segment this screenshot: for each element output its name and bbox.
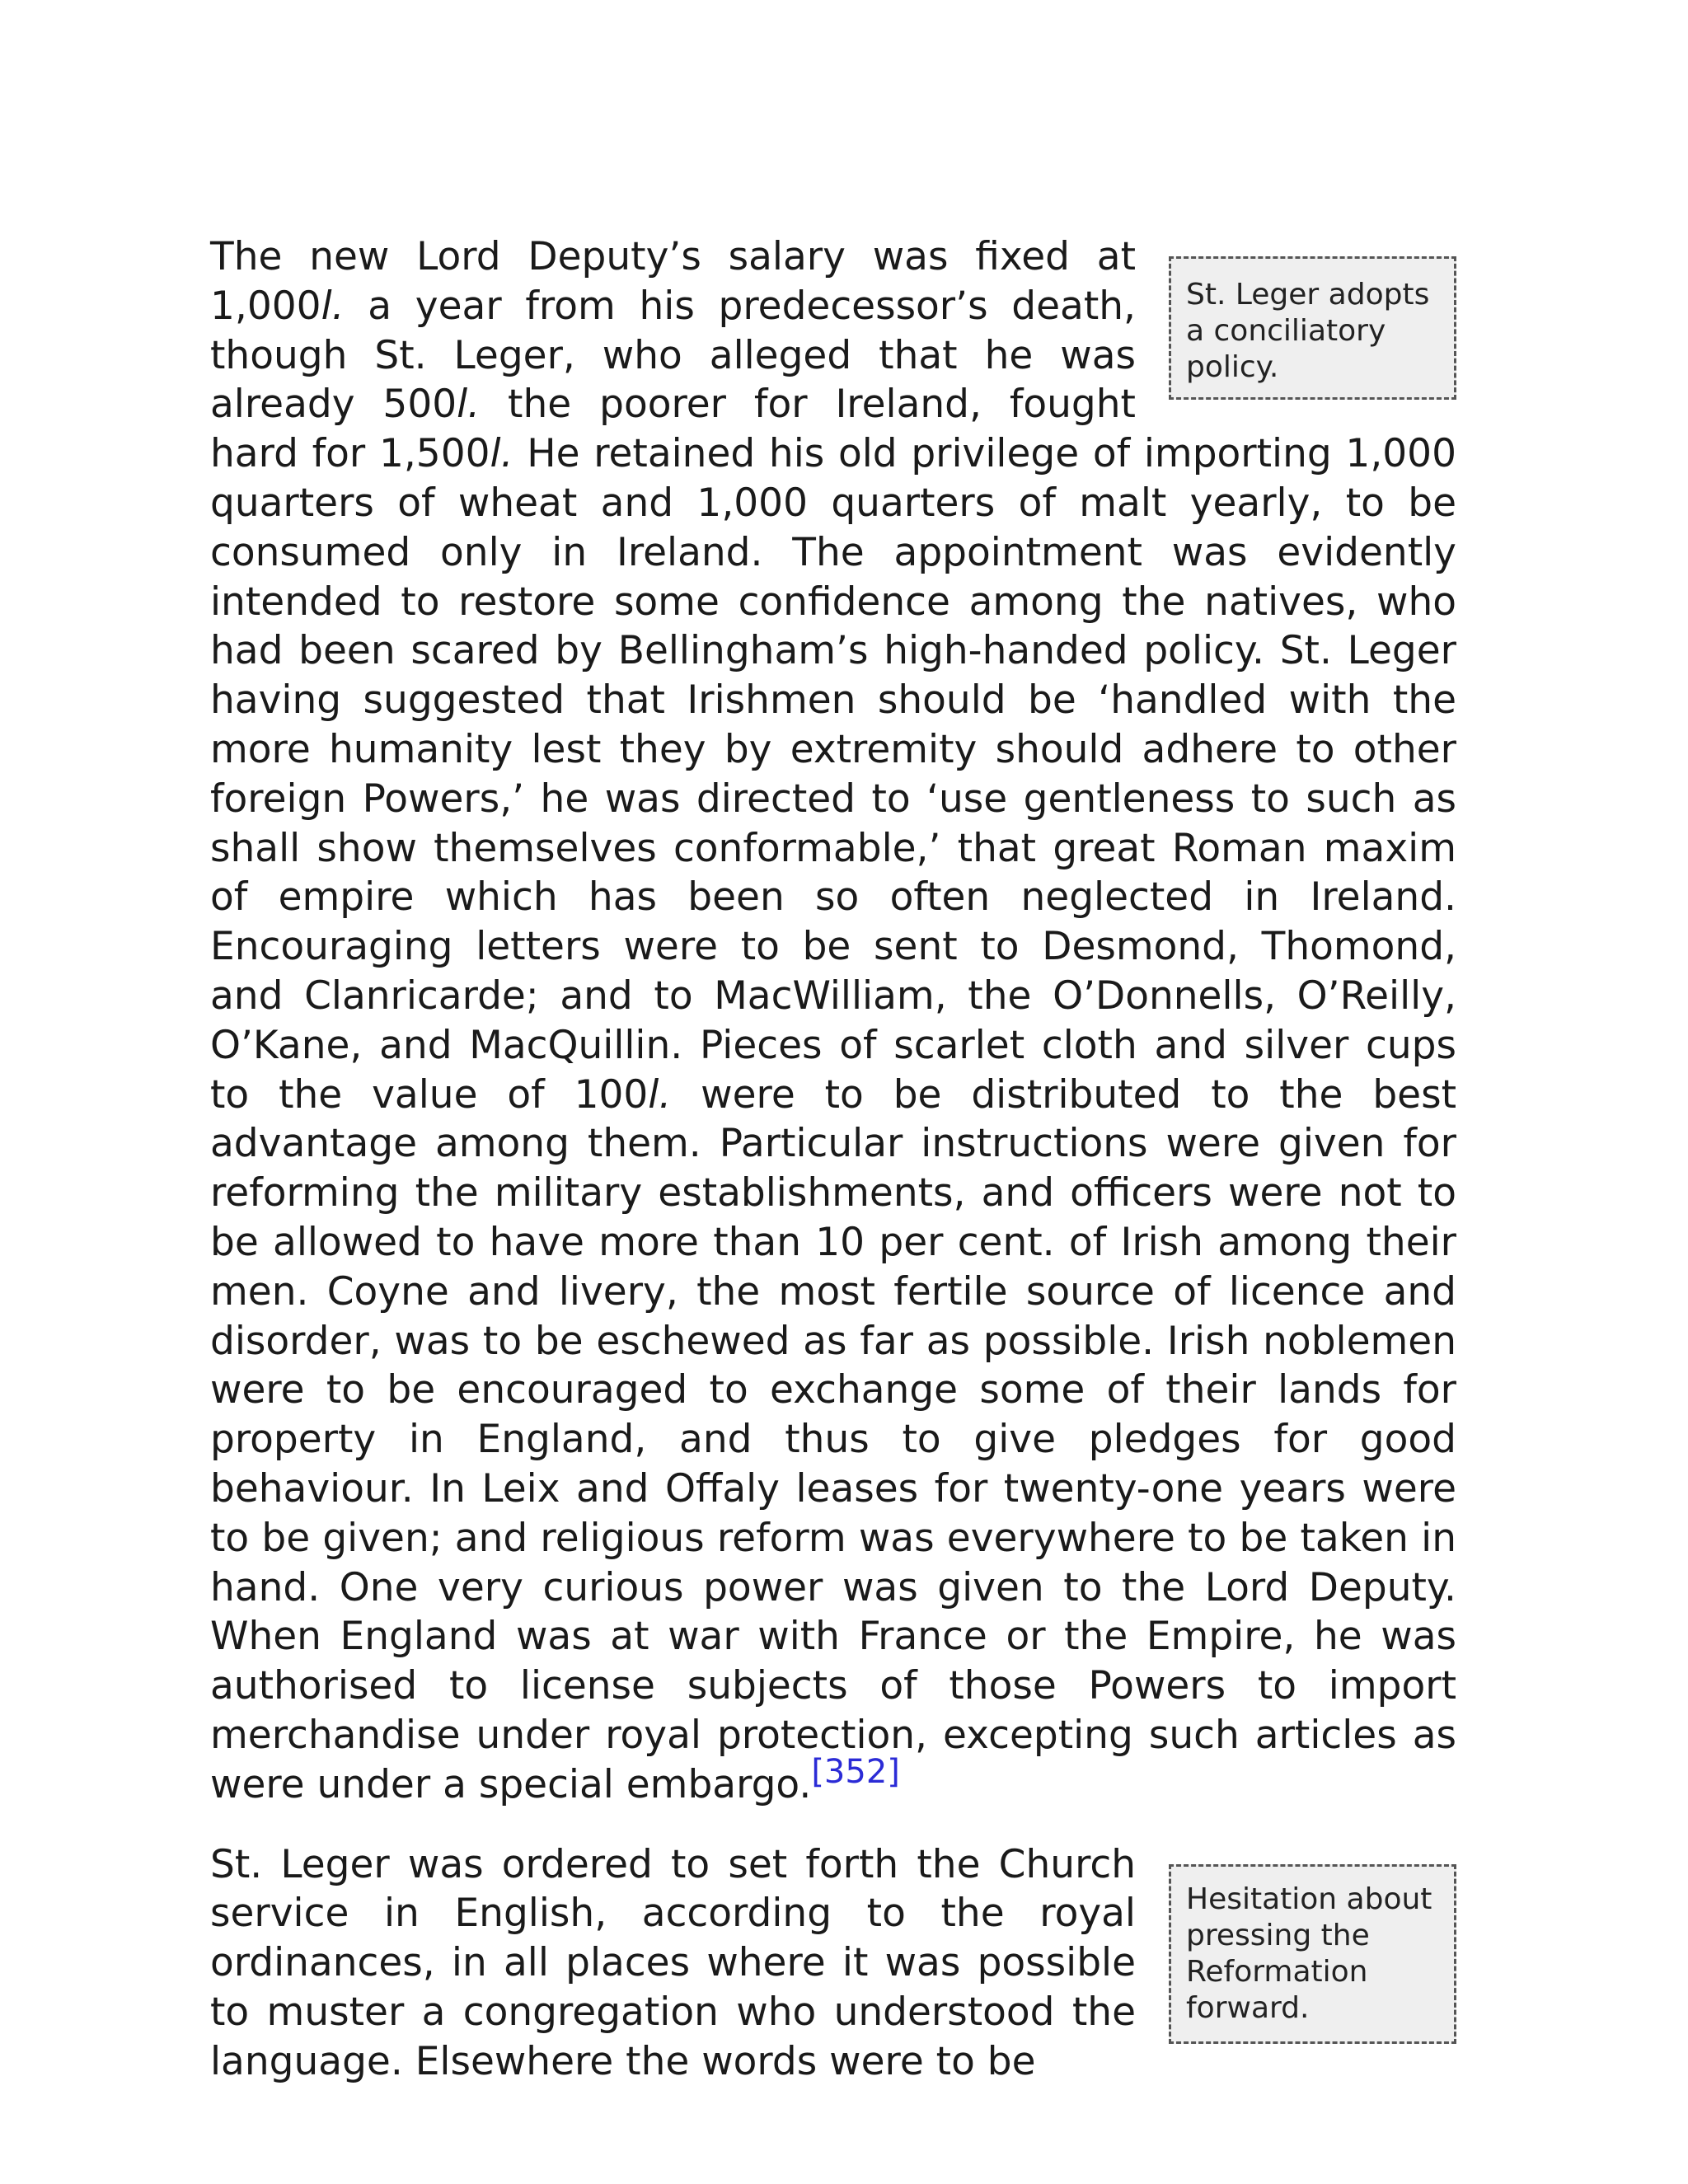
- pound-abbreviation: l.: [648, 1071, 672, 1118]
- paragraph-text: The new Lord Deputy’s salary was fixed at 1,000: [210, 234, 1136, 329]
- document-page: [210, 232, 1456, 2086]
- paragraph-text: the poorer for Ireland, fought hard for 1,500: [210, 382, 1136, 477]
- paragraph-text: He retained his old privilege of importing 1,000 quarters of wheat and 1,000 quarters of malt yearly, to be consumed only in Ireland. The appointment was evidently intended to restore some confidence among the natives, who had been scared by Bellingham’s high-handed policy. St. Leger having suggested that Irishmen should be ‘handled with the more humanity lest they by extremity should adhere to other foreign Powers,’ he was directed to ‘use gentleness to such as shall show themselves conformable,’ that great Roman maxim of empire which has been so often neglected in Ireland. Encouraging letters were to be sent to Desmond, Thomond, and Clanricarde; and to MacWilliam, the O’Donnells, O’Reilly, O’Kane, and MacQuillin. Pieces of scarlet cloth and silver cups to the value of 100: [210, 431, 1456, 1118]
- paragraph-text: were to be distributed to the best advantage among them. Particular instructions were given for reforming the military establishments, and officers were not to be allowed to have more than 10 per cent. of Irish among their men. Coyne and livery, the most fertile source of licence and disorder, was to be eschewed as far as possible. Irish noblemen were to be encouraged to exchange some of their lands for property in England, and thus to give pledges for good behaviour. In Leix and Offaly leases for twenty-one years were to be given; and religious reform was everywhere to be taken in hand. One very curious power was given to the Lord Deputy. When England was at war with France or the Empire, he was authorised to license subjects of those Powers to import merchandise under royal protection, excepting such articles as were under a special embargo.: [210, 1071, 1456, 1807]
- paragraph-text: St. Leger was ordered to set forth the Church service in English, according to the royal ordinances, in all places where it was possible to muster a congregation who understood the language. Elsewhere the words were to be: [210, 1841, 1136, 2084]
- paragraph-text: a year from his predecessor’s death, though St. Leger, who alleged that he was already 500: [210, 283, 1136, 428]
- footnote-link-352[interactable]: [352]: [811, 1752, 900, 1791]
- pound-abbreviation: l.: [321, 283, 345, 329]
- pound-abbreviation: l.: [457, 382, 481, 428]
- sidenote-conciliatory-policy: St. Leger adopts a conciliatory policy.: [1169, 256, 1456, 400]
- sidenote-reformation-hesitation: Hesitation about pressing the Reformation forward.: [1169, 1864, 1456, 2044]
- pound-abbreviation: l.: [490, 431, 513, 477]
- paragraph-church-service: [210, 1840, 1456, 2087]
- paragraph-salary: [210, 232, 1456, 1810]
